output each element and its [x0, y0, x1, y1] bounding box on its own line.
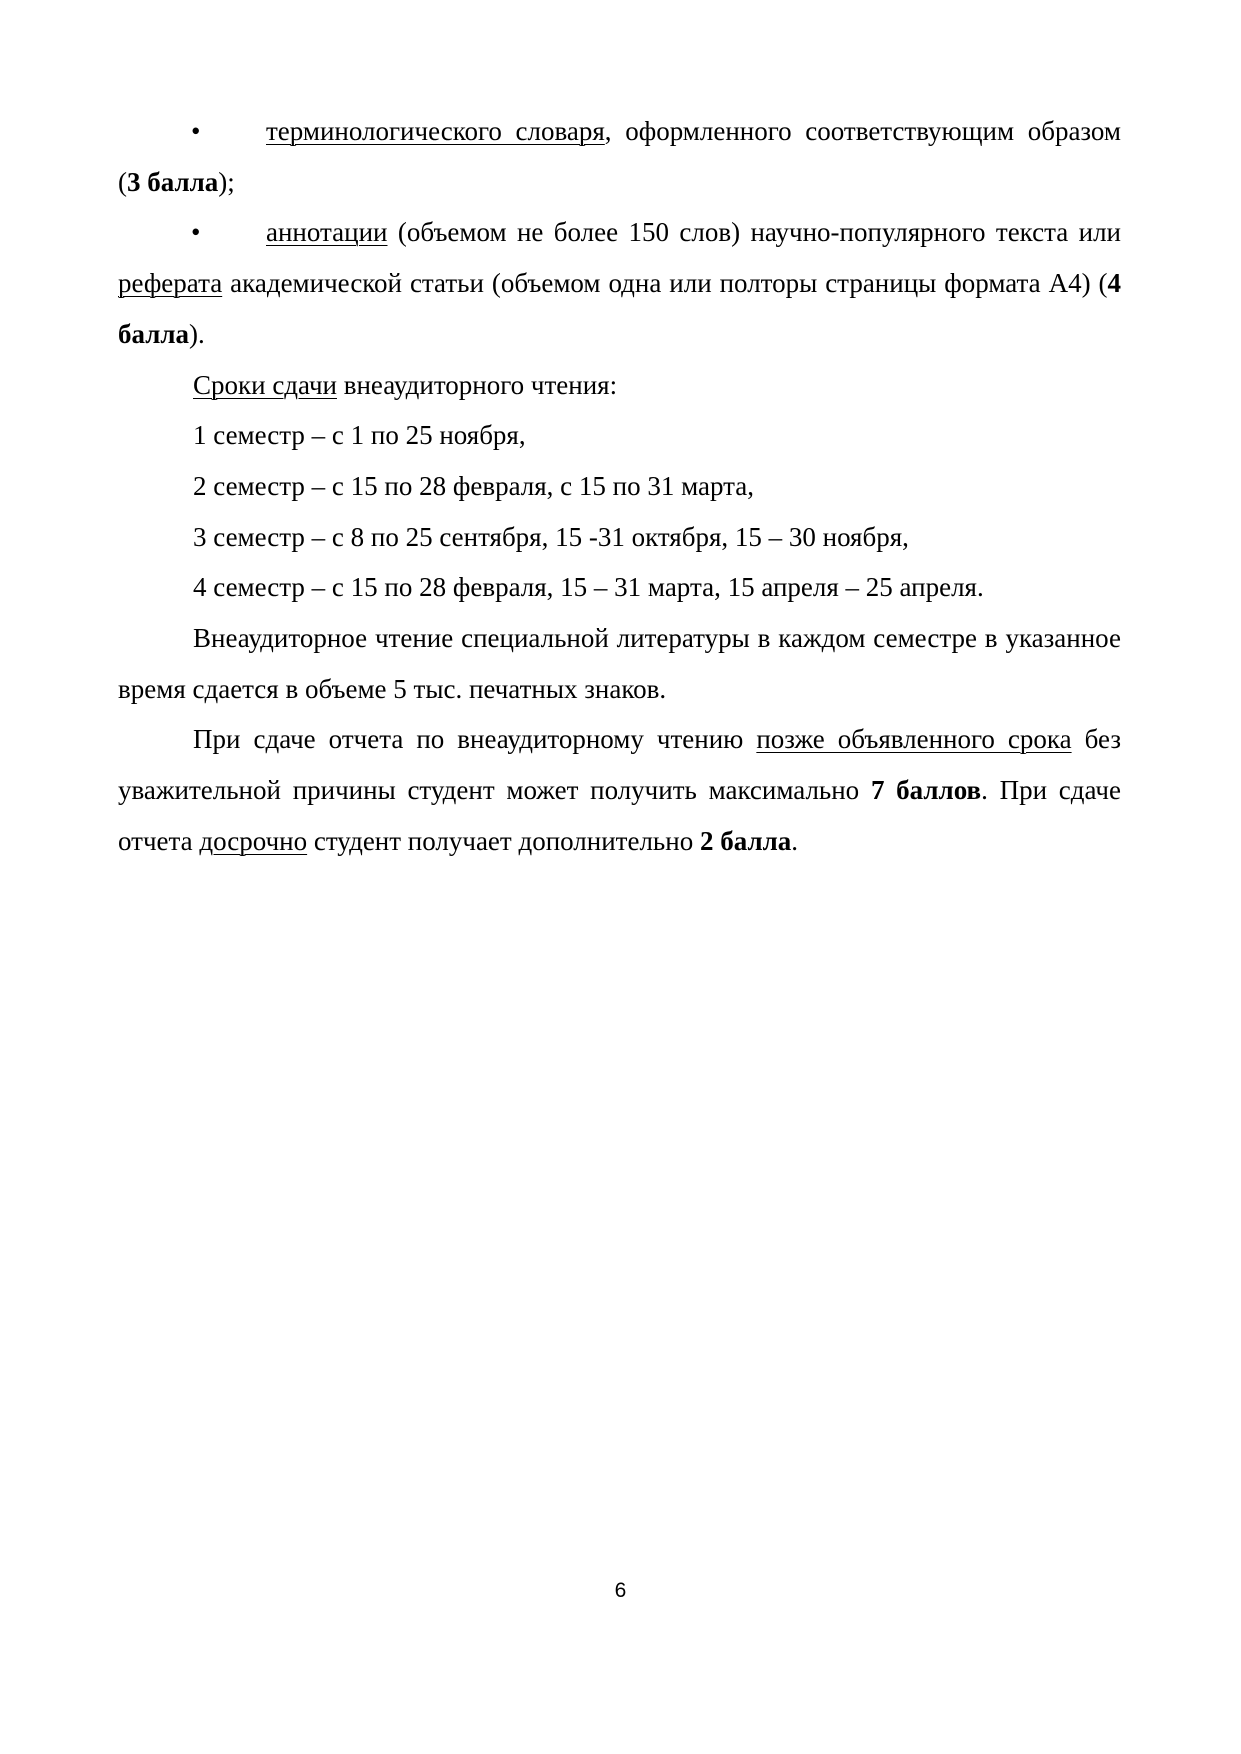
semester-deadline: 1 семестр – с 1 по 25 ноября, — [193, 420, 526, 451]
dictionary-points: 3 балла — [127, 166, 219, 197]
abstract-term: реферата — [118, 268, 223, 299]
deadlines-heading: Сроки сдачи внеаудиторного чтения: — [193, 369, 618, 400]
bullet-icon: • — [191, 217, 201, 248]
late-max-points: 7 баллов — [870, 775, 982, 806]
annotation-points: 4 балла — [118, 268, 1121, 349]
reading-volume-paragraph: Внеаудиторное чтение специальной литературы в каждом семестре в указанное время сдается в объеме 5 тыс. печатных знаков. — [118, 623, 1121, 704]
late-policy-paragraph: При сдаче отчета по внеаудиторному чтению позже объявленного срока без уважительной причины студент может получить максимально 7 баллов. При сдаче отчета досрочно студент получает дополнительно 2 балла. — [118, 724, 1121, 856]
bullet-item-annotation: • аннотации (объемом не более 150 слов) научно-популярного текста или реферата академической статьи (объемом одна или полторы страницы формата А4) (4 балла). — [118, 207, 1121, 359]
semester-deadline: 2 семестр – с 15 по 28 февраля, с 15 по 31 марта, — [193, 470, 755, 501]
dictionary-term: терминологического словаря — [266, 116, 605, 146]
page-number: 6 — [614, 1579, 627, 1602]
semester-deadline: 3 семестр – с 8 по 25 сентября, 15 -31 октября, 15 – 30 ноября, — [193, 521, 909, 552]
early-bonus-points: 2 балла — [699, 825, 792, 856]
semester-deadline: 4 семестр – с 15 по 28 февраля, 15 – 31 марта, 15 апреля – 25 апреля. — [193, 572, 984, 603]
page-body — [118, 106, 1121, 867]
bullet-icon: • — [191, 116, 201, 146]
annotation-term: аннотации — [266, 217, 388, 248]
bullet-item-dictionary: • терминологического словаря, оформленного соответствующим образом (3 балла); — [118, 106, 1121, 207]
